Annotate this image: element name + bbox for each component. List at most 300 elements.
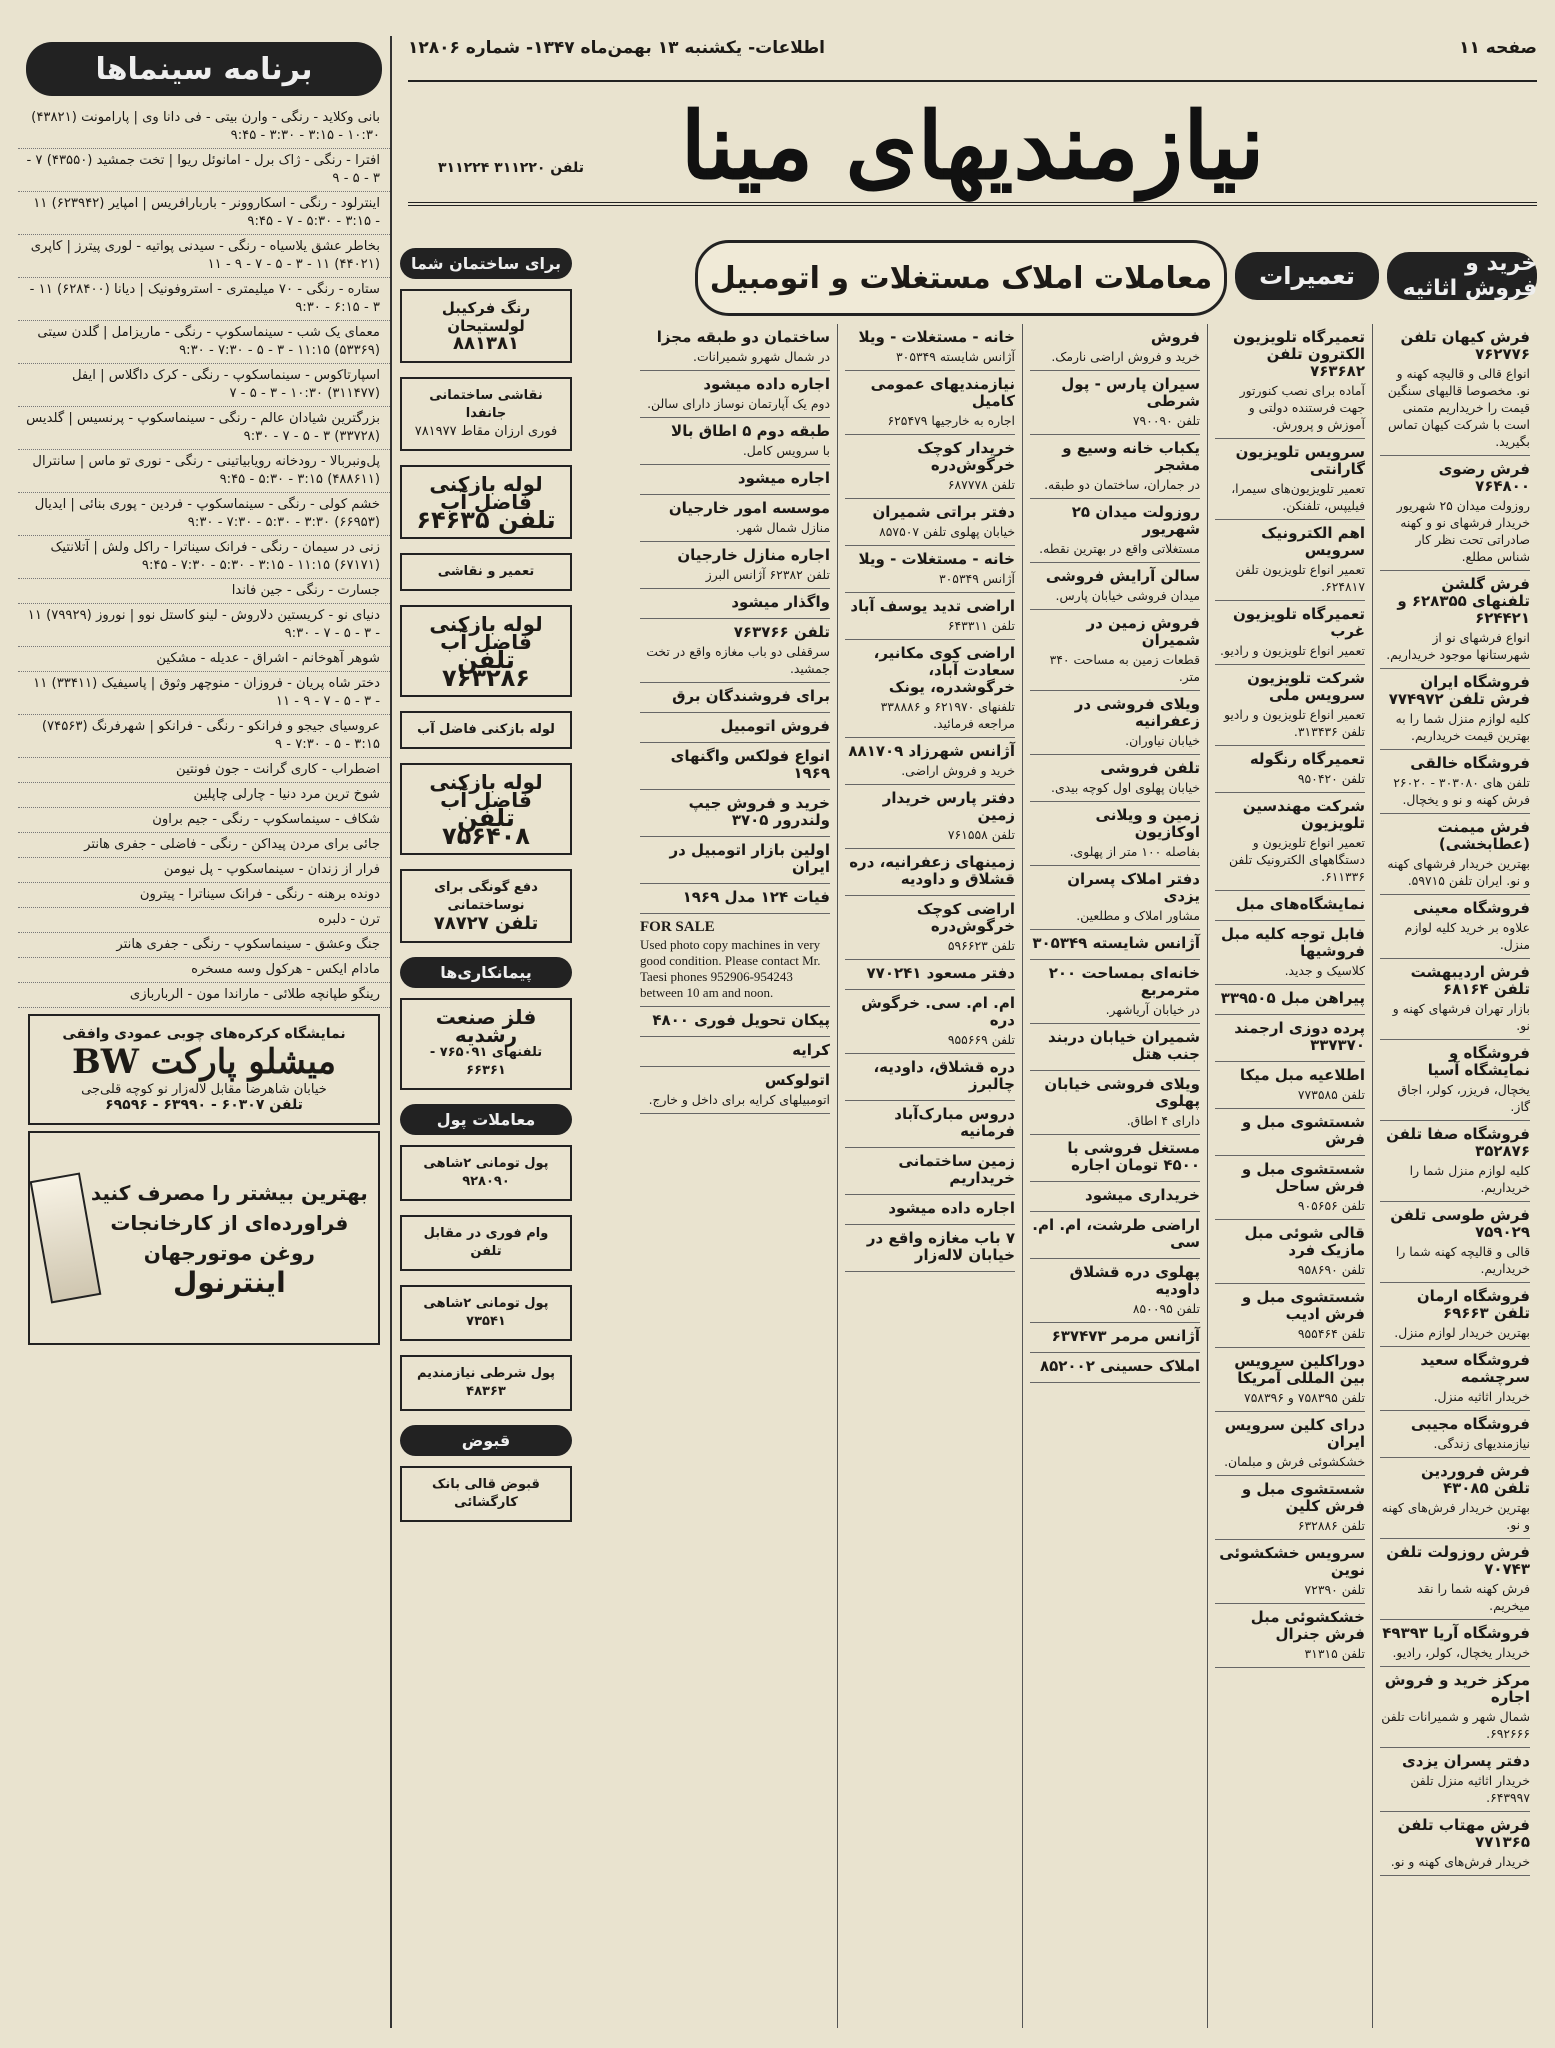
classified-ad-title: مرکز خرید و فروش اجاره (1384, 1671, 1530, 1706)
classified-ad-title: اجاره میشود (737, 469, 830, 487)
classified-ad (1380, 959, 1530, 1040)
classified-ad-body: تلفن ۷۲۳۹۰ (1304, 1582, 1365, 1597)
cinema-listing: شوهر آهوخانم - اشراق - عدیله - مشکین (18, 647, 390, 672)
classified-ad-title: اتولوکس (764, 1071, 830, 1089)
classified-ad (640, 683, 830, 713)
classified-ad-title: فرش اردیبهشت تلفن ۶۸۱۶۴ (1410, 963, 1530, 998)
mid-ad-5-big: لوله بازکنی فاضل آب (429, 612, 543, 654)
cinema-listing: بانی وکلاید - رنگی - وارن بیتی - فی دانا وی | پارامونت (۴۳۸۲۱) ۱۰:۳۰ - ۳:۱۵ - ۳:۳۰ - ۹:۴۵ (18, 106, 390, 149)
classified-ad (640, 713, 830, 743)
classified-ad (1030, 563, 1200, 610)
classified-ad-title: شستشوی مبل و فرش (1241, 1113, 1365, 1148)
classified-ad (640, 884, 830, 914)
classified-ad-title: زمینهای زعفرانیه، دره قشلاق و داودیه (849, 853, 1015, 888)
classified-ad-body: تلفن ۷۵۸۳۹۵ و ۷۵۸۳۹۶ (1244, 1390, 1365, 1405)
classified-ad-title: دفتر براتی شمیران (872, 503, 1015, 521)
classified-ad-body: مشاور املاک و مطلعین. (1076, 908, 1200, 923)
classified-ad-title: فروشگاه و نمایشگاه آسیا (1427, 1044, 1530, 1079)
classified-ad (1030, 1071, 1200, 1135)
classified-ad (1380, 1620, 1530, 1667)
classified-ad-body: علاوه بر خرید کلیه لوازم منزل. (1404, 920, 1530, 952)
bw-parquet-ad (28, 1014, 380, 1125)
classified-ad-body: خریدار یخچال، کولر، رادیو. (1392, 1645, 1530, 1660)
classified-ad (1030, 866, 1200, 930)
mid-ad-6 (400, 711, 572, 749)
classified-ad-title: اراضی کوچک خرگوش‌دره (916, 900, 1015, 935)
classified-ad (845, 960, 1015, 990)
classified-ad-body: تلفن ۷۶۱۵۵۸ (947, 827, 1015, 842)
classified-ad-title: فرش طوسی تلفن ۷۵۹۰۲۹ (1390, 1206, 1530, 1241)
classified-ad-title: فرش فروردین تلفن ۴۳۰۸۵ (1420, 1462, 1530, 1497)
classified-ad (1030, 691, 1200, 755)
cinema-listing: ترن - دلبره (18, 908, 390, 933)
classified-ad (845, 1054, 1015, 1101)
classified-ad-title: زمین ساختمانی خریداریم (898, 1152, 1015, 1187)
classified-ad (1215, 324, 1365, 439)
classified-ad (1215, 985, 1365, 1015)
banner-repairs: تعمیرات (1235, 252, 1379, 300)
classified-ad (1030, 1024, 1200, 1071)
classified-ad-body: با سرویس کامل. (742, 443, 830, 458)
classified-ad (1380, 1202, 1530, 1283)
classified-ad-title: دفتر مسعود ۷۷۰۲۴۱ (866, 964, 1015, 982)
newspaper-page (18, 18, 1537, 2028)
classified-ad-title: شستشوی مبل و فرش ساحل (1241, 1160, 1365, 1195)
classified-ad-title: فرش روزولت تلفن ۷۰۷۴۳ (1386, 1543, 1530, 1578)
classified-ad-title: FOR SALE (640, 919, 715, 935)
classified-ad-body: تلفن ۵۹۶۶۲۳ (947, 938, 1015, 953)
classified-ad-body: تلفن ۷۹۰۰۹۰ (1132, 413, 1200, 428)
mid-ad-1 (400, 289, 572, 363)
classified-ad-body: آژانس ۳۰۵۳۴۹ (939, 571, 1015, 586)
classified-ad-title: خانه‌ای بمساحت ۲۰۰ مترمربع (1048, 964, 1200, 999)
mid-ad-8-title: دفع گونگی برای نوساختمانی (434, 880, 538, 913)
classified-ad-body: کلیه لوازم منزل شما را به بهترین قیمت خریداریم. (1395, 711, 1530, 743)
classified-area (586, 228, 1537, 2028)
classified-ad-body: انواع قالی و قالیچه کهنه و نو. مخصوصا قالیهای سنگین قیمت را خریداریم متمنی است با شرکت کیهان تماس بگیرید. (1387, 366, 1530, 449)
classified-ad-body: بهترین خریدار فرشهای کهنه و نو. ایران تلفن ۵۹۷۱۵. (1387, 856, 1530, 888)
classified-ad-title: خشکشوئی مبل فرش جنرال (1250, 1608, 1365, 1643)
mid-ad-3-phone: تلفن ۶۴۶۳۵ (416, 506, 556, 534)
classified-ad-body: خشکشوئی فرش و مبلمان. (1224, 1454, 1365, 1469)
classified-ad (1030, 371, 1200, 435)
classified-ad-title: فروشگاه ایران فرش تلفن ۷۷۴۹۷۲ (1388, 673, 1530, 708)
classified-ad-title: سیران پارس - پول شرطی (1061, 375, 1200, 410)
cinema-listing: اضطراب - کاری گرانت - جون فونتین (18, 758, 390, 783)
classified-ad-body: کلاسیک و جدید. (1284, 963, 1365, 978)
classified-ad (1215, 1284, 1365, 1348)
classified-ad (1380, 1411, 1530, 1458)
classified-ad-title: فروش (1150, 328, 1200, 346)
masthead-phones: تلفن ۳۱۱۲۲۰ ۳۱۱۲۲۴ (438, 160, 584, 176)
classified-ad (640, 324, 830, 371)
mid-ad-9-phone: تلفنهای ۷۶۵۰۹۱ - ۶۶۳۶۱ (429, 1045, 543, 1078)
classified-ad-body: خیابان پهلوی تلفن ۸۵۷۵۰۷ (879, 524, 1015, 539)
classified-ad-body: آماده برای نصب کنورتور جهت فرستنده دولتی و آموزش و پرورش. (1239, 383, 1365, 432)
mid-ad-2-title: نقاشی ساختمانی جانفدا (429, 388, 543, 421)
classified-ad (845, 640, 1015, 738)
classified-ad (1215, 439, 1365, 520)
classified-ad (640, 589, 830, 619)
classified-ad (845, 1225, 1015, 1272)
classified-ad (1380, 1812, 1530, 1876)
classified-ad-title: فروشگاه معینی (1413, 899, 1530, 917)
classified-ad (1030, 499, 1200, 563)
classified-ad (1030, 324, 1200, 371)
bw-ad-line1: نمایشگاه کرکره‌های چوبی عمودی وافقی (62, 1026, 346, 1042)
classified-ad-title: دروس مبارک‌آباد فرمانیه (894, 1105, 1015, 1140)
classified-ad-body: قطعات زمین به مساحت ۳۴۰ متر. (1049, 652, 1200, 684)
classified-ad (1215, 1476, 1365, 1540)
classified-ad-title: دوراکلین سرویس بین المللی آمریکا (1234, 1352, 1365, 1387)
classified-ad-body: خریدار اثاثیه منزل. (1433, 1389, 1530, 1404)
classified-ad-body: خریدار فرش‌های کهنه و نو. (1390, 1854, 1530, 1869)
cinema-listing: جنگ وعشق - سینماسکوپ - رنگی - جفری هانتر (18, 933, 390, 958)
cinema-listing: زنی در سیمان - رنگی - فرانک سیناترا - راکل ولش | آتلانتیک (۶۷۱۷۱) ۱۱:۱۵ - ۳:۱۵ - ۵:۳۰ - ۷:۳۰ - ۹:۴۵ (18, 536, 390, 579)
classified-ad-body: نیازمندیهای زندگی. (1433, 1436, 1530, 1451)
cinema-listing: جائی برای مردن پیداکن - رنگی - فاضلی - جفری هانتر (18, 833, 390, 858)
classified-ad-title: تلفن فروشی (1100, 759, 1200, 777)
mid-ad-8 (400, 869, 572, 943)
masthead (408, 90, 1537, 206)
mid-ad-10 (400, 1145, 572, 1201)
classified-ad-body: خرید و فروش اراضی نارمک. (1051, 349, 1200, 364)
classified-ad-title: اطلاعیه مبل میکا (1239, 1066, 1365, 1084)
classified-ad (640, 743, 830, 790)
classified-ad-title: اهم الکترونیک سرویس (1261, 524, 1365, 559)
mid-ad-9 (400, 998, 572, 1090)
classified-ad-title: شستشوی مبل و فرش کلین (1241, 1480, 1365, 1515)
classified-ad (1380, 456, 1530, 571)
classified-ad-body: فرش کهنه شما را نقد میخریم. (1417, 1581, 1530, 1613)
classified-ad-body: تلفن ۶۴۳۳۱۱ (947, 618, 1015, 633)
mid-ad-8-phone: تلفن ۷۸۷۲۷ (433, 913, 539, 934)
classified-ad-title: واگذار میشود (731, 593, 830, 611)
mid-ad-13-title: پول شرطی نیازمندیم ۴۸۳۶۳ (416, 1366, 556, 1399)
mid-ad-5-phone: تلفن ۷۶۳۲۸۶ (442, 646, 530, 692)
classified-ad-title: روزولت میدان ۲۵ شهریور (1071, 503, 1200, 538)
classified-ad (1380, 669, 1530, 750)
classified-ad-body: یخچال، فریزر، کولر، اجاق گاز. (1397, 1082, 1530, 1114)
classified-ad-body: خریدار اثاثیه منزل تلفن ۶۴۳۹۹۷. (1410, 1773, 1530, 1805)
classified-ad-title: فروش اتومبیل (720, 717, 830, 735)
classified-ad (1215, 1348, 1365, 1412)
classified-ad-title: فروشگاه ارمان تلفن ۶۹۶۶۳ (1416, 1287, 1530, 1322)
classified-ad (1215, 665, 1365, 746)
cinema-listing: عروسیای جیجو و فرانکو - رنگی - فرانکو | شهرفرنگ (۷۴۵۶۳) ۳:۱۵ - ۵ - ۷:۳۰ - ۹ (18, 715, 390, 758)
classified-ad (1030, 930, 1200, 960)
mid-ad-11-title: وام فوری در مقابل تلفن (423, 1226, 549, 1259)
mid-ad-3-big: لوله بازکنی فاضل آب (429, 472, 543, 514)
banner-furniture-sale: خرید و فروش اثاثیه (1387, 252, 1537, 300)
classified-ad (640, 837, 830, 884)
mid-ad-5 (400, 605, 572, 697)
classified-ad-title: دفتر املاک پسران یزدی (1067, 870, 1200, 905)
classified-ad (640, 495, 830, 542)
classified-ad (1030, 1323, 1200, 1353)
classified-ad-title: نیازمندیهای عمومی کامیل (870, 375, 1015, 410)
classified-ad (1030, 1135, 1200, 1182)
classified-ad-title: پیراهن مبل ۳۳۹۵۰۵ (1220, 989, 1365, 1007)
classified-ad (845, 849, 1015, 896)
classified-ad-title: اجاره منازل خارجیان (677, 546, 830, 564)
classified-ad (1030, 610, 1200, 691)
classified-ad-body: اتومبیلهای کرایه برای داخل و خارج. (648, 1092, 830, 1107)
mid-ad-4 (400, 553, 572, 591)
cinema-listing: مادام ایکس - هرکول وسه مسخره (18, 958, 390, 983)
classified-ad-title: خانه - مستغلات - ویلا (858, 550, 1015, 568)
classified-ad-body: روزولت میدان ۲۵ شهریور خریدار فرشهای نو و کهنه صادراتی تحت نظر کار شناس مطلع. (1396, 498, 1530, 564)
classified-ad (640, 619, 830, 683)
classified-ad-title: سالن آرایش فروشی (1045, 567, 1200, 585)
cinema-list (18, 106, 390, 1008)
classified-ad (1215, 921, 1365, 985)
mid-ad-11 (400, 1215, 572, 1271)
classified-ad-title: ۷ باب مغازه واقع در خیابان لاله‌زار (866, 1229, 1015, 1264)
classified-ad-body: تلفن ۶۲۳۸۲ آژانس البرز (705, 567, 830, 582)
mid-ad-7-big: لوله بازکنی فاضل آب (429, 770, 543, 812)
classified-ad-title: املاک حسینی ۸۵۲۰۰۲ (1039, 1357, 1200, 1375)
classified-ad-body: دارای ۴ اطاق. (1126, 1113, 1200, 1128)
mid-ad-3 (400, 465, 572, 539)
classified-ad-body: تلفن ۹۵۵۶۶۹ (947, 1032, 1015, 1047)
bw-ad-phone: تلفن ۶۰۳۰۷ - ۶۳۹۹۰ - ۶۹۵۹۶ (105, 1097, 303, 1113)
classified-ad (640, 1067, 830, 1114)
classified-ad (640, 371, 830, 418)
classified-ad (1030, 755, 1200, 802)
classified-ad (1380, 1283, 1530, 1347)
cinema-listing: افترا - رنگی - ژاک برل - امانوئل ریوا | تخت جمشید (۴۳۵۵۰) ۷ - ۳ - ۵ - ۹ (18, 149, 390, 192)
classified-ad-body: دوم یک آپارتمان نوساز دارای سالن. (647, 396, 830, 411)
classified-ad (845, 738, 1015, 785)
classified-ad-body: تعمیر انواع تلویزیون و رادیو. (1220, 643, 1365, 658)
classified-ad (1030, 1182, 1200, 1212)
section-money: معاملات پول (400, 1104, 572, 1135)
classified-ad (845, 896, 1015, 960)
classified-ad-title: یکباب خانه وسیع و مشجر (1062, 439, 1200, 474)
mid-ad-12 (400, 1285, 572, 1341)
mid-ad-2 (400, 377, 572, 451)
column-repairs (1207, 324, 1372, 2028)
cinema-listing: پل‌ونبربالا - رودخانه رویابیاتینی - رنگی - نوری تو ماس | سانترال (۴۸۸۶۱۱) ۳:۱۵ - ۵:۳۰ - ۹:۴۵ (18, 450, 390, 493)
classified-ad-title: فروش زمین در شمیران (1086, 614, 1200, 649)
classified-ad-body: تلفن های ۳۰۳۰۸۰ - ۲۶۰۲۰ فرش کهنه و نو و یخچال. (1393, 775, 1530, 807)
classified-ad (845, 435, 1015, 499)
cinema-listing: بزرگترین شیادان عالم - رنگی - سینماسکوپ - پرنسیس | گلدیس (۳۳۷۲۸) ۳ - ۵ - ۷ - ۹:۳۰ (18, 407, 390, 450)
classified-ad-body: خرید و فروش اراضی. (901, 763, 1015, 778)
classified-ad (640, 1007, 830, 1037)
classified-ad-body: خیابان نیاوران. (1125, 733, 1200, 748)
page-header (408, 18, 1537, 78)
classified-ad-body: تلفن ۶۸۷۷۷۸ (947, 477, 1015, 492)
classified-ad (1215, 1062, 1365, 1109)
classified-ad (640, 1037, 830, 1067)
classified-ad (640, 542, 830, 589)
classified-ad (1030, 802, 1200, 866)
internol-ad (28, 1131, 380, 1345)
classified-ad (1380, 895, 1530, 959)
classified-ad-title: دفتر پارس خریدار زمین (882, 789, 1015, 824)
classified-ad-title: دفتر پسران یزدی (1402, 1752, 1530, 1770)
classified-ad (845, 324, 1015, 371)
classified-ad-body: تعمیر انواع تلویزیون تلفن ۶۲۴۸۱۷. (1235, 562, 1365, 594)
mid-ad-1-title: رنگ فرکیبل لولستیحان (441, 299, 531, 335)
bw-ad-name: میشلو پارکت BW (71, 1042, 337, 1082)
cinema-listing: اینترلود - رنگی - اسکاروونر - باربارافریس | امپایر (۶۲۳۹۴۲) ۱۱ - ۳:۱۵ - ۵:۳۰ - ۷ - ۹:۴۵ (18, 192, 390, 235)
classified-ad-body: در خیابان آریاشهر. (1105, 1002, 1200, 1017)
classified-ad-title: آژانس شایسته ۳۰۵۳۴۹ (1032, 934, 1200, 952)
column-property-a (1022, 324, 1207, 2028)
classified-ad (1380, 1121, 1530, 1202)
classified-ad-title: اجاره داده میشود (888, 1199, 1015, 1217)
classified-ad-title: موسسه امور خارجیان (668, 499, 830, 517)
classified-ad-title: خرید و فروش جیپ ولندرور ۳۷۰۵ (688, 794, 830, 829)
classified-ad (640, 790, 830, 837)
classified-ad-body: اجاره به خارجیها ۶۲۵۴۷۹ (887, 413, 1015, 428)
section-build: برای ساختمان شما (400, 248, 572, 279)
cinema-listing: خشم کولی - رنگی - سینماسکوپ - فردین - پوری بنائی | ایدیال (۶۶۹۵۳) ۳:۳۰ - ۵:۳۰ - ۷:۳۰ - ۹:۳۰ (18, 493, 390, 536)
classified-ad (1030, 435, 1200, 499)
masthead-title: نیازمندیهای مینا (680, 92, 1265, 200)
section-contract: پیمانکاری‌ها (400, 957, 572, 988)
classified-ad (1380, 1748, 1530, 1812)
classified-ad (1380, 1347, 1530, 1411)
classified-ad (845, 990, 1015, 1054)
classified-ad-body: میدان فروشی خیابان پارس. (1055, 588, 1200, 603)
section-loan: قبوض (400, 1425, 572, 1456)
classified-ad-body: تعمیر تلویزیون‌های سیمرا، فیلیپس، تلفنکن. (1231, 481, 1365, 513)
classified-ad-title: تعمیرگاه تلویزیون الکترون تلفن ۷۶۳۶۸۲ (1232, 328, 1365, 380)
classified-ad-body: انواع فرشهای نو از شهرستانها موجود خریداریم. (1386, 630, 1530, 662)
internol-ad-line2: فراورده‌ای از کارخانجات روغن موتورجهان (110, 1211, 349, 1265)
classified-ad (845, 1148, 1015, 1195)
cinema-listing: رینگو طپانچه طلائی - ماراندا مون - الرباربازی (18, 983, 390, 1008)
classified-ad (1215, 746, 1365, 793)
cinema-title: برنامه سینماها (26, 42, 382, 96)
cinema-listing: دونده برهنه - رنگی - فرانک سیناترا - پیترون (18, 883, 390, 908)
header-rule (408, 80, 1537, 82)
mid-ad-12-title: پول تومانی ۲شاهی ۷۳۵۴۱ (423, 1296, 549, 1329)
mid-ad-10-title: پول تومانی ۲شاهی ۹۲۸۰۹۰ (423, 1156, 549, 1189)
classified-ad-title: فرش مهتاب تلفن ۷۷۱۳۶۵ (1397, 1816, 1530, 1851)
classified-ad-title: اولین بازار اتومبیل در ایران (669, 841, 830, 876)
classified-ad (640, 914, 830, 1007)
classified-ad (845, 1195, 1015, 1225)
mid-ad-14-title: قبوض قالی بانک کارگشائی (432, 1477, 540, 1510)
classified-ad-body: قالی و قالیچه کهنه شما را خریداریم. (1395, 1244, 1530, 1276)
classified-ad (1215, 520, 1365, 601)
classified-ad-body: شمال شهر و شمیرانات تلفن ۶۹۲۶۶۶. (1381, 1709, 1530, 1741)
classified-ad (845, 593, 1015, 640)
banner-real-estate: معاملات املاک مستغلات و اتومبیل (695, 240, 1227, 316)
classified-ad-title: تعمیرگاه تلویزیون غرب (1232, 605, 1365, 640)
classified-ad-body: تلفنهای ۶۲۱۹۷۰ و ۳۳۸۸۸۶ مراجعه فرمائید. (880, 699, 1015, 731)
classified-ad-title: تلفن ۷۶۳۷۶۶ (733, 623, 830, 641)
cinema-listing: فرار از زندان - سینماسکوپ - پل نیومن (18, 858, 390, 883)
classified-ad-body: کلیه لوازم منزل شما را خریداریم. (1409, 1163, 1530, 1195)
mid-ad-7 (400, 763, 572, 855)
issue-line: اطلاعات- یکشنبه ۱۳ بهمن‌ماه ۱۳۴۷- شماره ۱۲۸۰۶ (408, 38, 825, 58)
classified-ad (1380, 814, 1530, 895)
classified-ad-title: سرویس تلویزیون گارانتی (1235, 443, 1365, 478)
mid-ad-6-title: لوله بازکنی فاضل آب (417, 722, 555, 737)
classified-ad-title: پیکان تحویل فوری ۴۸۰۰ (652, 1011, 830, 1029)
classified-ad (1380, 1040, 1530, 1121)
classified-ad-title: تعمیرگاه رنگوله (1249, 750, 1365, 768)
cinema-listing: بخاطر عشق یلاسیاه - رنگی - سیدنی پواتیه - لوری پیترز | کاپری (۴۴۰۲۱) ۱۱ - ۳ - ۵ - ۷ - ۹ - ۱۱ (18, 235, 390, 278)
classified-ad-body: Used photo copy machines in very good condition. Please contact Mr. Taesi phones 952906-954243 between 10 am and noon. (640, 937, 821, 1000)
classified-ad (845, 785, 1015, 849)
classified-ad-title: طبقه دوم ۵ اطاق بالا (671, 422, 830, 440)
column-property-c (633, 324, 837, 2028)
classified-ad (845, 499, 1015, 546)
classified-ad (1215, 1604, 1365, 1668)
classified-ad-title: فرش میمنت (عطابخشی) (1437, 818, 1530, 853)
internol-ad-line1: بهترین بیشتر را مصرف کنید (90, 1181, 368, 1205)
classified-ad-title: ساختمان دو طبقه مجزا (656, 328, 830, 346)
cinema-listing: دنیای نو - کریستین دلاروش - لینو کاستل نوو | نوروز (۷۹۹۲۹) ۱۱ - ۳ - ۵ - ۷ - ۹:۳۰ (18, 604, 390, 647)
classified-ad (1030, 1353, 1200, 1383)
classified-ad-title: شستشوی مبل و فرش ادیب (1241, 1288, 1365, 1323)
mid-ad-2-line: فوری ارزان مقاط ۷۸۱۹۷۷ (414, 424, 558, 439)
classified-ad-body: منازل شمال شهر. (735, 520, 830, 535)
classified-ad (1380, 750, 1530, 814)
classified-ad-title: اجاره داده میشود (703, 375, 830, 393)
classified-ad (1030, 960, 1200, 1024)
page-label: صفحه ۱۱ (1459, 38, 1537, 58)
classified-ad-body: تلفن ۹۵۸۶۹۰ (1297, 1262, 1365, 1277)
cinema-listing: شوخ ترین مرد دنیا - چارلی چاپلین (18, 783, 390, 808)
classified-ad-body: در شمال شهرو شمیرانات. (693, 349, 830, 364)
classified-ad (1215, 1412, 1365, 1476)
classified-ad (845, 1101, 1015, 1148)
classified-ad-title: اراضی تدید یوسف آباد (850, 597, 1015, 615)
classified-ad-title: مستغل فروشی با ۴۵۰۰ تومان اجاره (1067, 1139, 1200, 1174)
classified-ad-body: بفاصله ۱۰۰ متر از پهلوی. (1069, 844, 1200, 859)
classified-ad-title: ویلای فروشی در زعفرانیه (1074, 695, 1200, 730)
classified-ad-title: شرکت مهندسین تلویزیون (1242, 797, 1365, 832)
classified-ad-title: کرایه (792, 1041, 830, 1059)
internol-ad-text (91, 1178, 368, 1298)
classified-ad-title: فروشگاه خالقی (1410, 754, 1530, 772)
classified-ad (1215, 601, 1365, 665)
cinema-listing: دختر شاه پریان - فروزان - منوچهر وثوق | پاسیفیک (۳۳۴۱۱) ۱۱ - ۳ - ۵ - ۷ - ۹ - ۱۱ (18, 672, 390, 715)
classified-ad-body: بهترین خریدار فرش‌های کهنه و نو. (1381, 1500, 1530, 1532)
classified-ad-body: تلفن ۳۱۳۱۵ (1304, 1646, 1365, 1661)
classified-ad (1380, 324, 1530, 456)
classified-ad-title: قالی شوئی مبل مازیک فرد (1244, 1224, 1365, 1259)
mid-ad-1-phone: ۸۸۱۳۸۱ (453, 333, 519, 354)
classified-ad (640, 465, 830, 495)
classified-ad-title: فرش کیهان تلفن ۷۶۲۷۷۶ (1400, 328, 1530, 363)
classified-columns (586, 324, 1537, 2028)
classified-ad-body: تعمیر انواع تلویزیون و دستگاههای الکترونیک تلفن ۶۱۱۳۳۶. (1228, 835, 1365, 884)
classified-ad-body: تلفن ۶۳۲۸۸۶ (1297, 1518, 1365, 1533)
classified-ad (1215, 891, 1365, 921)
mid-ad-4-title: تعمیر و نقاشی (437, 564, 535, 579)
classified-ad-title: برای فروشندگان برق (672, 687, 830, 705)
classified-ad-title: سرویس خشکشوئی نوین (1219, 1544, 1365, 1579)
classified-ad-title: فروشگاه مجیبی (1410, 1415, 1530, 1433)
cinema-listing: شکاف - سینماسکوپ - رنگی - جیم براون (18, 808, 390, 833)
classified-ad-title: نمایشگاه‌های مبل (1235, 895, 1365, 913)
classified-ad-title: فیات ۱۲۴ مدل ۱۹۶۹ (682, 888, 830, 906)
classified-ad-title: پرده دوزی ارجمند ۳۳۷۳۷۰ (1234, 1019, 1365, 1054)
classified-ad-title: ویلای فروشی خیابان پهلوی (1044, 1075, 1200, 1110)
classified-ad-title: خریداری میشود (1085, 1186, 1200, 1204)
classified-ad-body: تلفن ۹۵۰۴۲۰ (1297, 771, 1365, 786)
cinema-listing: جسارت - رنگی - جین فاندا (18, 579, 390, 604)
